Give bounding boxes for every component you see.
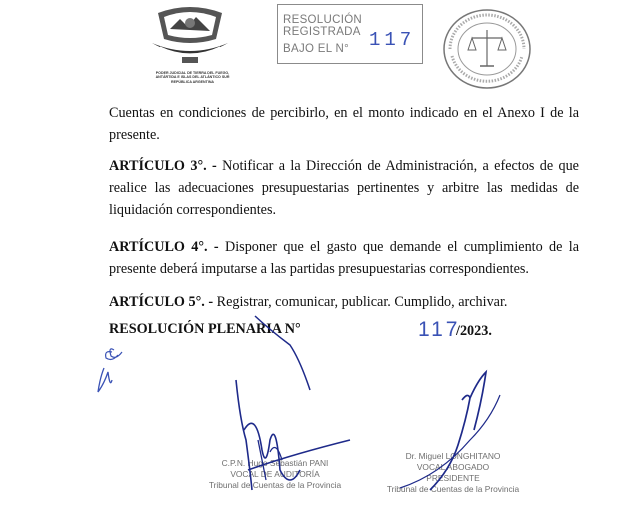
initials-mark [98, 368, 112, 392]
signer-name: C.P.N. Hugo Sebastián PANI [221, 458, 329, 468]
resolution-label: RESOLUCIÓN PLENARIA N° [109, 321, 301, 337]
initials-mark [106, 349, 122, 360]
signer-name: Dr. Miguel LONGHITANO [405, 451, 501, 461]
article-3-text: Notificar a la Dirección de Administración, a efectos de que realice las adecuaciones presupuestarias pertinentes y arbitre las medidas de liquidación correspondientes. [109, 158, 579, 218]
article-5-label: ARTÍCULO 5°. - [109, 294, 214, 310]
article-4 [109, 236, 579, 280]
stamp-number: 117 [369, 29, 416, 51]
signature-block-right [378, 451, 528, 495]
registration-stamp [277, 4, 423, 64]
resolution-number: 117 [418, 318, 461, 341]
seal-caption [150, 71, 235, 84]
signer-org: Tribunal de Cuentas de la Provincia [208, 480, 342, 490]
article-4-text: Disponer que el gasto que demande el cumplimiento de la presente deberá imputarse a las partidas presupuestarias correspondientes. [109, 239, 579, 277]
article-3-label: ARTÍCULO 3°. - [109, 158, 217, 174]
signer-role: VOCAL DE AUDITORÍA [230, 469, 320, 479]
province-seal-icon [150, 3, 230, 69]
seal-caption-line: ANTÁRTIDA E ISLAS DEL ATLÁNTICO SUR [155, 75, 230, 80]
signer-role: PRESIDENTE [426, 473, 480, 483]
article-5-text: Registrar, comunicar, publicar. Cumplido, archivar. [213, 294, 508, 310]
tribunal-seal-icon [442, 8, 532, 90]
paragraph-continuation: Cuentas en condiciones de percibirlo, en el monto indicado en el Anexo I de la presente. [109, 105, 579, 143]
article-4-label: ARTÍCULO 4°. - [109, 239, 219, 255]
signature-block-left [200, 458, 350, 491]
stamp-title: RESOLUCIÓN REGISTRADA [283, 14, 363, 38]
signer-org: Tribunal de Cuentas de la Provincia [386, 484, 520, 494]
resolution-year: /2023. [456, 323, 492, 339]
stamp-under-label: BAJO EL N° [283, 43, 349, 55]
seal-caption-line: REPÚBLICA ARGENTINA [170, 79, 215, 84]
signer-role: VOCAL ABOGADO [416, 462, 490, 472]
article-5 [109, 291, 579, 313]
seal-caption-line: PODER JUDICIAL DE TIERRA DEL FUEGO, [155, 71, 230, 75]
article-3 [109, 155, 579, 221]
